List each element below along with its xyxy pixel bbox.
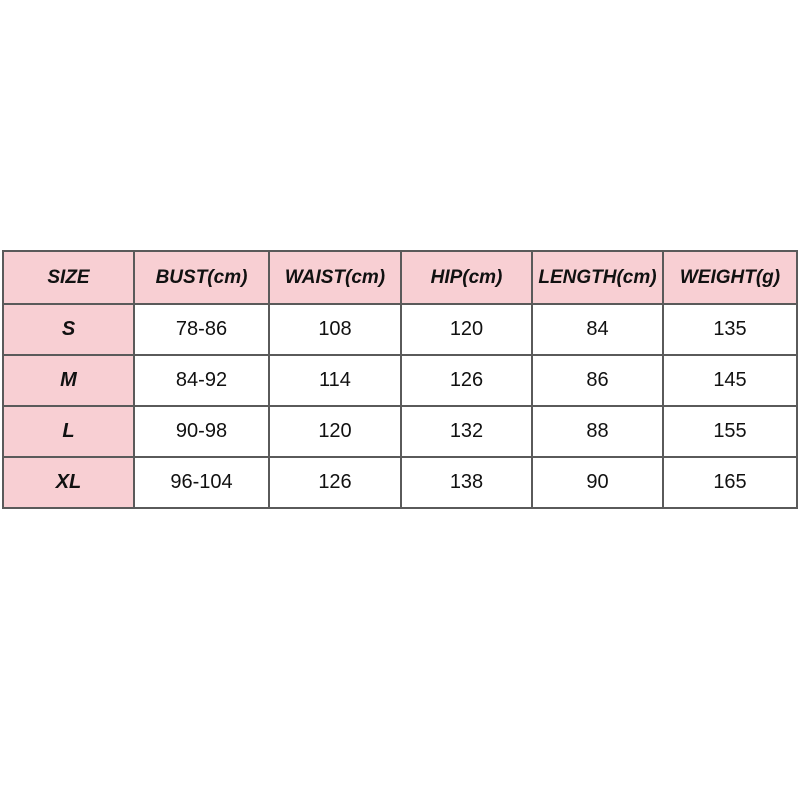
size-label: XL — [3, 457, 134, 508]
hip-cell: 126 — [401, 355, 532, 406]
length-cell: 90 — [532, 457, 663, 508]
hip-cell: 132 — [401, 406, 532, 457]
bust-cell: 84-92 — [134, 355, 269, 406]
waist-cell: 120 — [269, 406, 401, 457]
weight-cell: 155 — [663, 406, 797, 457]
header-hip: HIP(cm) — [401, 251, 532, 304]
waist-cell: 108 — [269, 304, 401, 355]
table-row — [3, 406, 797, 457]
table-row — [3, 355, 797, 406]
bust-cell: 78-86 — [134, 304, 269, 355]
size-label: L — [3, 406, 134, 457]
size-label: S — [3, 304, 134, 355]
hip-cell: 138 — [401, 457, 532, 508]
weight-cell: 165 — [663, 457, 797, 508]
length-cell: 88 — [532, 406, 663, 457]
size-chart-table — [2, 250, 798, 509]
waist-cell: 126 — [269, 457, 401, 508]
bust-cell: 90-98 — [134, 406, 269, 457]
weight-cell: 135 — [663, 304, 797, 355]
table-row — [3, 457, 797, 508]
header-waist: WAIST(cm) — [269, 251, 401, 304]
size-label: M — [3, 355, 134, 406]
weight-cell: 145 — [663, 355, 797, 406]
waist-cell: 114 — [269, 355, 401, 406]
table-row — [3, 304, 797, 355]
hip-cell: 120 — [401, 304, 532, 355]
header-row — [3, 251, 797, 304]
length-cell: 84 — [532, 304, 663, 355]
length-cell: 86 — [532, 355, 663, 406]
header-bust: BUST(cm) — [134, 251, 269, 304]
header-size: SIZE — [3, 251, 134, 304]
header-weight: WEIGHT(g) — [663, 251, 797, 304]
bust-cell: 96-104 — [134, 457, 269, 508]
header-length: LENGTH(cm) — [532, 251, 663, 304]
